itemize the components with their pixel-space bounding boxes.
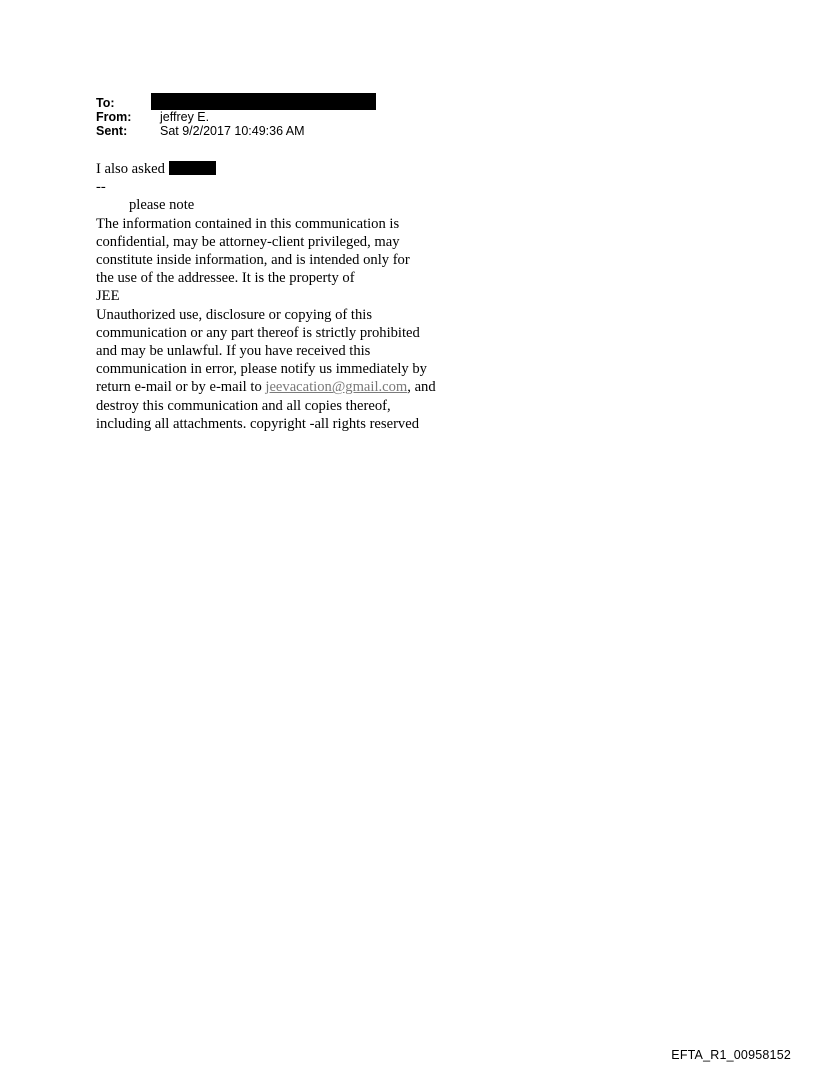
closing-line: including all attachments. copyright -all rights reserved (96, 415, 419, 432)
signature-separator: -- (96, 179, 106, 196)
notify-line (96, 378, 496, 396)
document-id: EFTA_R1_00958152 (671, 1048, 791, 1062)
disclaimer-line: communication or any part thereof is strictly prohibited (96, 324, 420, 341)
disclaimer-line: JEE (96, 288, 120, 305)
email-body (96, 160, 496, 433)
disclaimer-line: constitute inside information, and is intended only for (96, 252, 410, 269)
disclaimer-line: communication in error, please notify us immediately by (96, 361, 427, 378)
opening-line (96, 160, 496, 178)
disclaimer-line: the use of the addressee. It is the property of (96, 270, 355, 287)
to-row (96, 96, 376, 110)
to-redaction-box (151, 93, 376, 110)
please-note-line: please note (129, 197, 195, 214)
notify-prefix: return e-mail or by e-mail to (96, 379, 266, 396)
disclaimer-line: confidential, may be attorney-client privileged, may (96, 233, 400, 250)
disclaimer-line: and may be unlawful. If you have received this (96, 343, 371, 360)
opening-text: I also asked (96, 161, 165, 177)
from-value: jeffrey E. (160, 110, 210, 124)
disclaimer-line: Unauthorized use, disclosure or copying of this (96, 306, 373, 323)
disclaimer-line: The information contained in this communication is (96, 215, 400, 232)
sent-label: Sent: (96, 124, 128, 138)
closing-line: destroy this communication and all copies thereof, (96, 397, 391, 414)
from-label: From: (96, 110, 132, 124)
notify-suffix: , and (407, 379, 436, 396)
email-link[interactable]: jeevacation@gmail.com (265, 379, 408, 396)
from-row (96, 110, 376, 124)
sent-row (96, 124, 376, 138)
inline-redaction-box (169, 161, 216, 175)
email-header (96, 96, 376, 138)
to-label: To: (96, 96, 115, 110)
sent-value: Sat 9/2/2017 10:49:36 AM (160, 124, 305, 138)
